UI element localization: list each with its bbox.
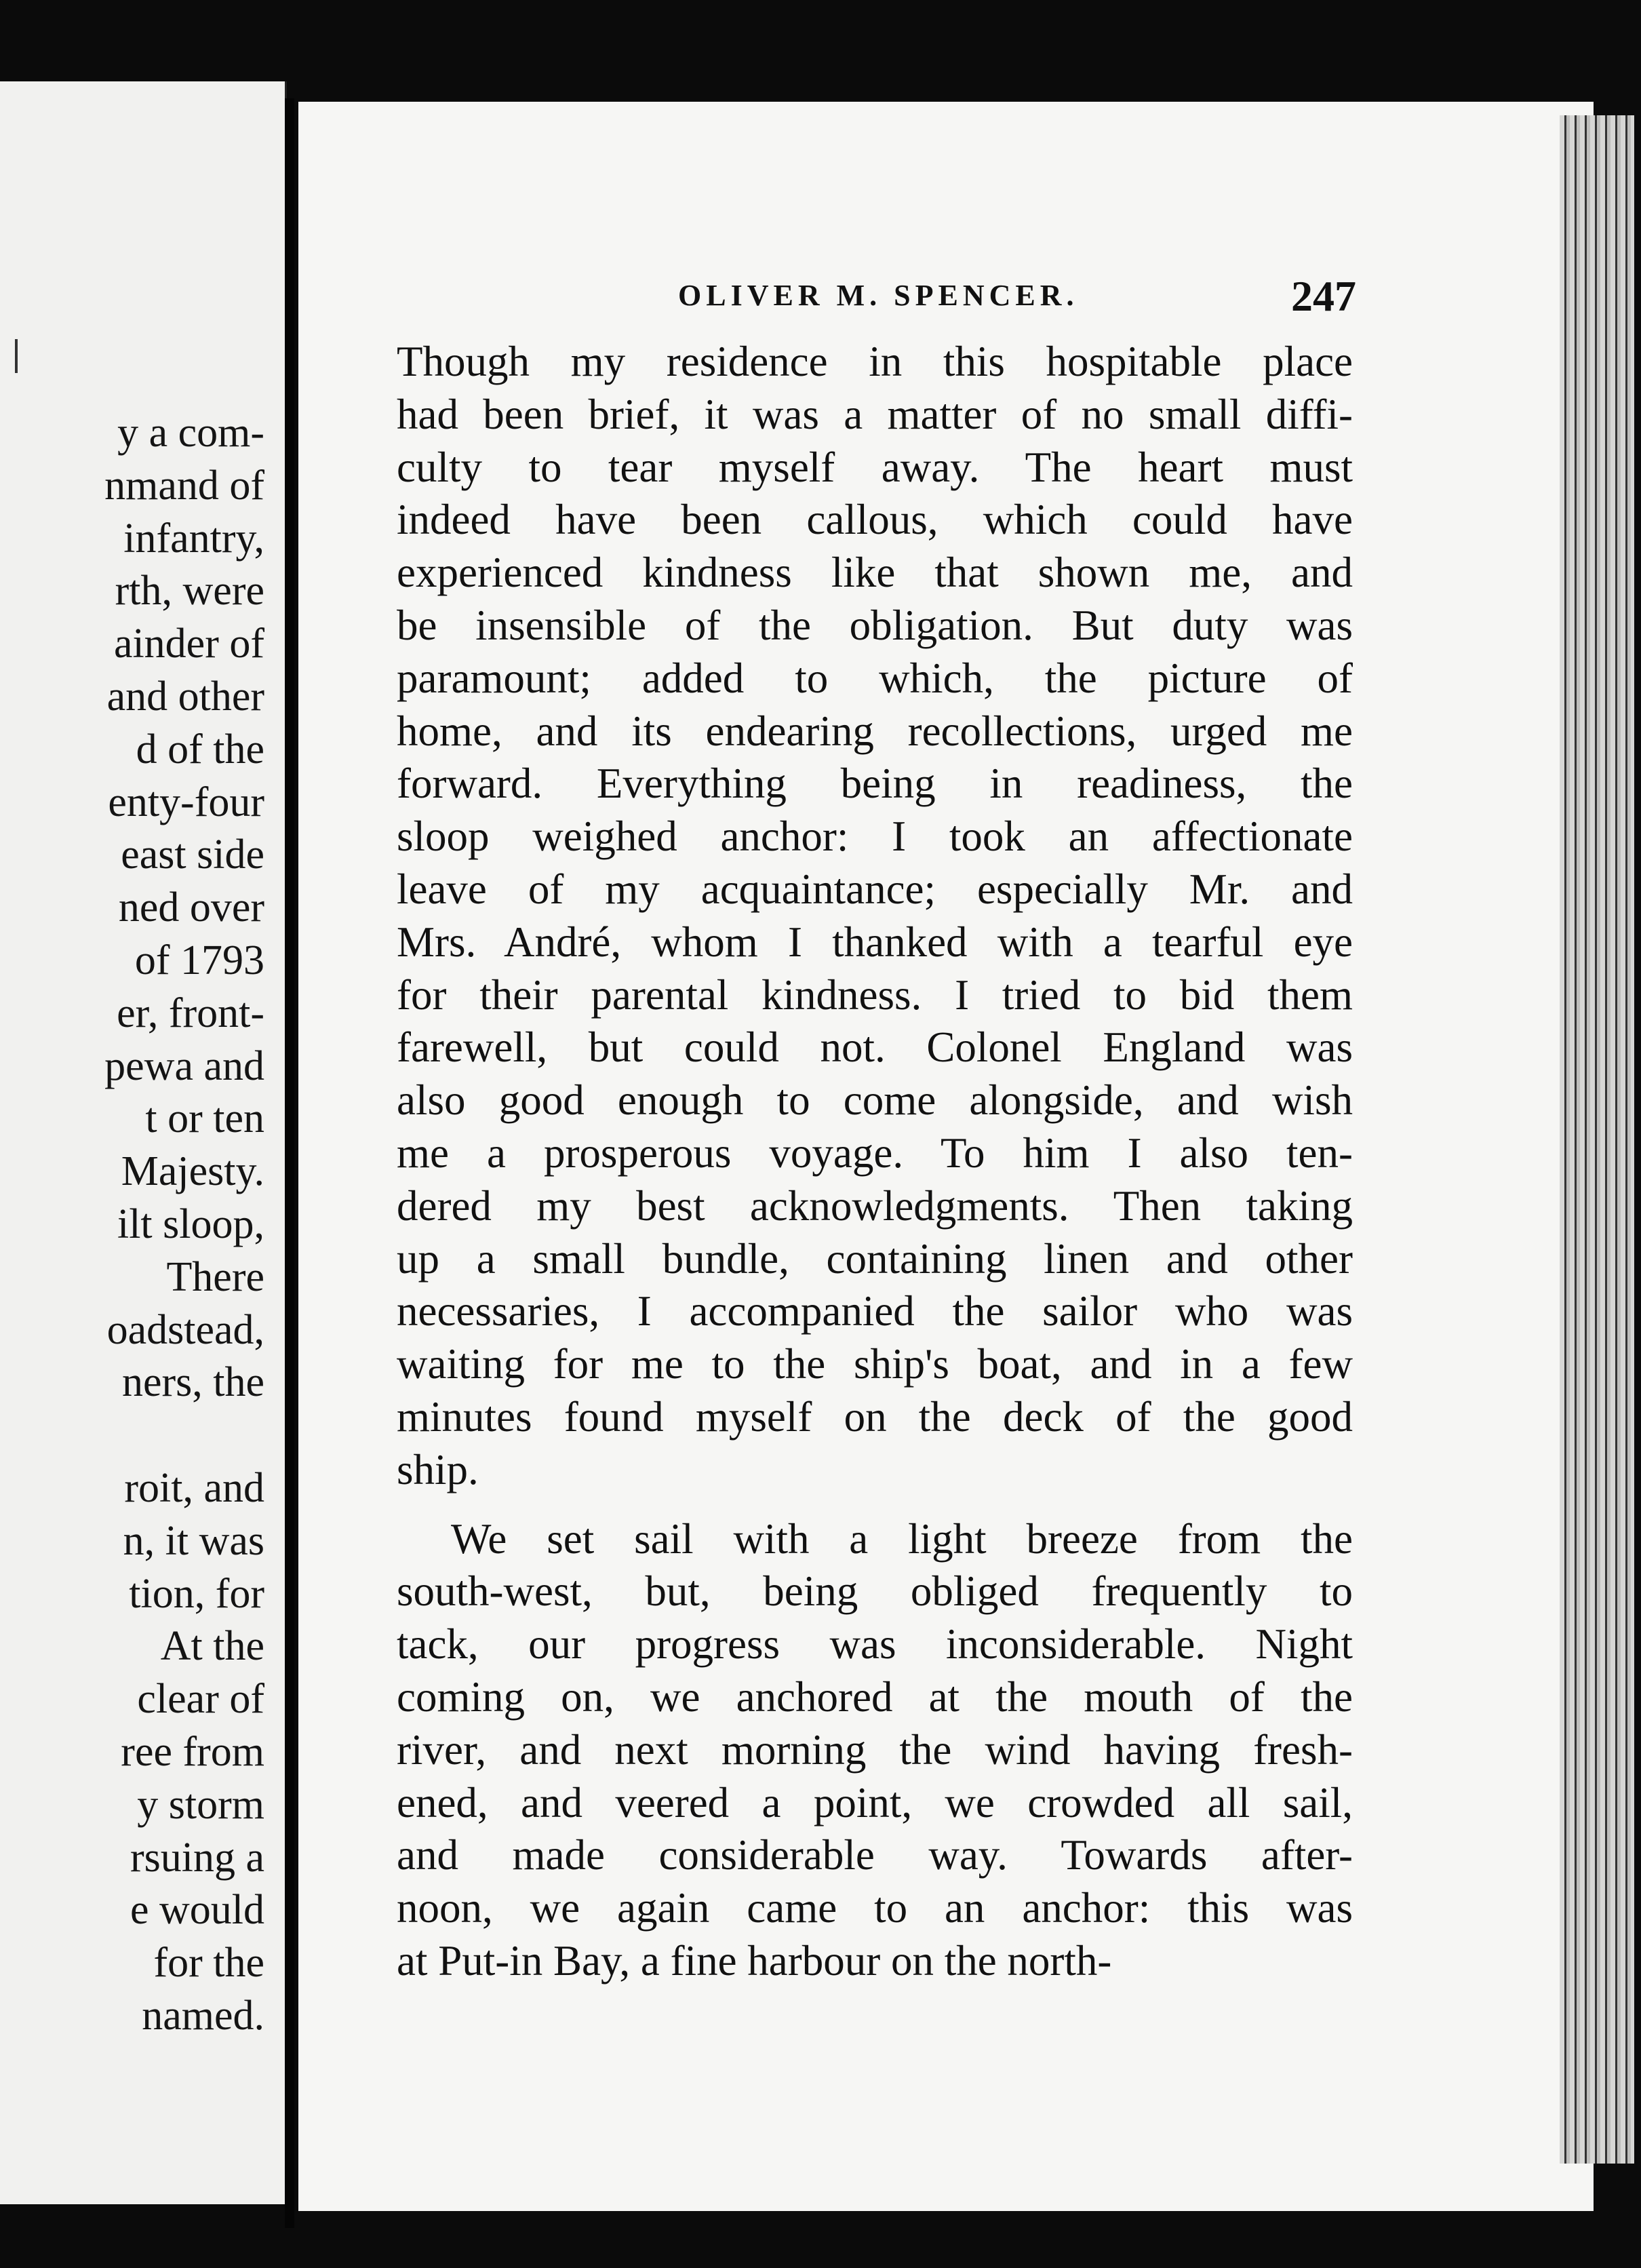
text-line: noon, we again came to an anchor: this was bbox=[397, 1884, 1353, 1932]
paragraph-1 bbox=[397, 336, 1353, 1497]
left-fragment-line: infantry, bbox=[123, 515, 264, 562]
left-fragment-line: There bbox=[166, 1253, 264, 1300]
left-fragment-line: rsuing a bbox=[130, 1834, 264, 1881]
body-text bbox=[397, 336, 1353, 1988]
left-fragment-line: ned over bbox=[118, 884, 264, 931]
left-fragment-line: for the bbox=[153, 1940, 264, 1987]
left-fragment-line: n, it was bbox=[123, 1517, 264, 1564]
text-line: me a prosperous voyage. To him I also ten- bbox=[397, 1129, 1353, 1177]
text-line: and made considerable way. Towards after- bbox=[397, 1831, 1353, 1879]
text-line: leave of my acquaintance; especially Mr. and bbox=[397, 865, 1353, 913]
text-line: culty to tear myself away. The heart must bbox=[397, 443, 1353, 491]
left-fragment-line: named. bbox=[142, 1992, 264, 2039]
left-fragment-line: nmand of bbox=[104, 462, 264, 509]
text-line: home, and its endearing recollections, urged me bbox=[397, 707, 1353, 755]
page-header bbox=[671, 271, 1356, 326]
book-gutter bbox=[285, 98, 294, 2228]
text-line: We set sail with a light breeze from the bbox=[451, 1514, 1353, 1563]
text-line: waiting for me to the ship's boat, and in a few bbox=[397, 1340, 1353, 1388]
text-line: for their parental kindness. I tried to bid them bbox=[397, 971, 1353, 1019]
text-line: sloop weighed anchor: I took an affectionate bbox=[397, 813, 1353, 861]
running-head: OLIVER M. SPENCER. bbox=[678, 279, 1079, 312]
left-fragment-line: ainder of bbox=[113, 621, 264, 667]
text-line: Though my residence in this hospitable place bbox=[397, 338, 1353, 385]
text-line: be insensible of the obligation. But duty was bbox=[397, 601, 1353, 649]
left-fragment-line: roit, and bbox=[124, 1464, 264, 1511]
left-page bbox=[0, 81, 287, 2204]
left-fragment-line bbox=[104, 1409, 264, 1462]
page-edges bbox=[1560, 115, 1634, 2164]
text-line: minutes found myself on the deck of the good bbox=[397, 1392, 1353, 1441]
left-fragment-line: ners, the bbox=[121, 1359, 264, 1406]
left-fragment-line: er, front- bbox=[117, 990, 264, 1036]
left-fragment-line: ilt sloop, bbox=[117, 1200, 264, 1247]
text-line: at Put-in Bay, a fine harbour on the north- bbox=[397, 1936, 1112, 1984]
text-line: ship. bbox=[397, 1445, 479, 1493]
left-fragment-line: y storm bbox=[137, 1781, 264, 1828]
page-number: 247 bbox=[1291, 272, 1356, 320]
left-fragment-line: d of the bbox=[136, 726, 264, 773]
left-fragment-line: y a com- bbox=[117, 410, 264, 456]
left-fragment-line: t or ten bbox=[145, 1095, 264, 1142]
text-line: river, and next morning the wind having fresh- bbox=[397, 1725, 1353, 1774]
text-line: coming on, we anchored at the mouth of the bbox=[397, 1673, 1353, 1721]
left-fragment-line: east side bbox=[121, 832, 264, 878]
text-line: dered my best acknowledgments. Then taking bbox=[397, 1181, 1353, 1230]
text-line: Mrs. André, whom I thanked with a tearful eye bbox=[397, 918, 1353, 966]
left-fragment-line: e would bbox=[130, 1887, 264, 1934]
left-fragment-line: of 1793 bbox=[134, 937, 264, 983]
text-line: also good enough to come alongside, and wish bbox=[397, 1076, 1353, 1125]
left-fragment-line: At the bbox=[160, 1623, 264, 1670]
paragraph-2 bbox=[397, 1513, 1353, 1988]
text-line: tack, our progress was inconsiderable. Night bbox=[397, 1620, 1353, 1668]
text-line: ened, and veered a point, we crowded all sail, bbox=[397, 1778, 1353, 1826]
left-fragment-line: tion, for bbox=[129, 1570, 264, 1617]
text-line: forward. Everything being in readiness, the bbox=[397, 760, 1353, 808]
left-fragment-line: enty-four bbox=[108, 779, 264, 825]
text-line: farewell, but could not. Colonel England was bbox=[397, 1023, 1353, 1072]
left-fragment-line: pewa and bbox=[104, 1042, 264, 1089]
margin-mark bbox=[15, 339, 18, 373]
text-line: up a small bundle, containing linen and other bbox=[397, 1234, 1353, 1283]
left-fragment-line: oadstead, bbox=[106, 1306, 264, 1353]
left-fragment-line: ree from bbox=[121, 1728, 264, 1775]
text-line: necessaries, I accompanied the sailor who was bbox=[397, 1287, 1353, 1335]
left-page-text bbox=[104, 407, 264, 2043]
text-line: had been brief, it was a matter of no small diffi- bbox=[397, 390, 1353, 438]
left-fragment-line: and other bbox=[106, 673, 264, 720]
text-line: indeed have been callous, which could have bbox=[397, 496, 1353, 544]
left-fragment-line: Majesty. bbox=[121, 1148, 264, 1195]
text-line: paramount; added to which, the picture of bbox=[397, 654, 1353, 702]
left-fragment-line: clear of bbox=[137, 1676, 264, 1723]
left-fragment-line: rth, were bbox=[115, 568, 264, 614]
text-line: south-west, but, being obliged frequently to bbox=[397, 1567, 1353, 1616]
text-line: experienced kindness like that shown me, and bbox=[397, 549, 1353, 597]
